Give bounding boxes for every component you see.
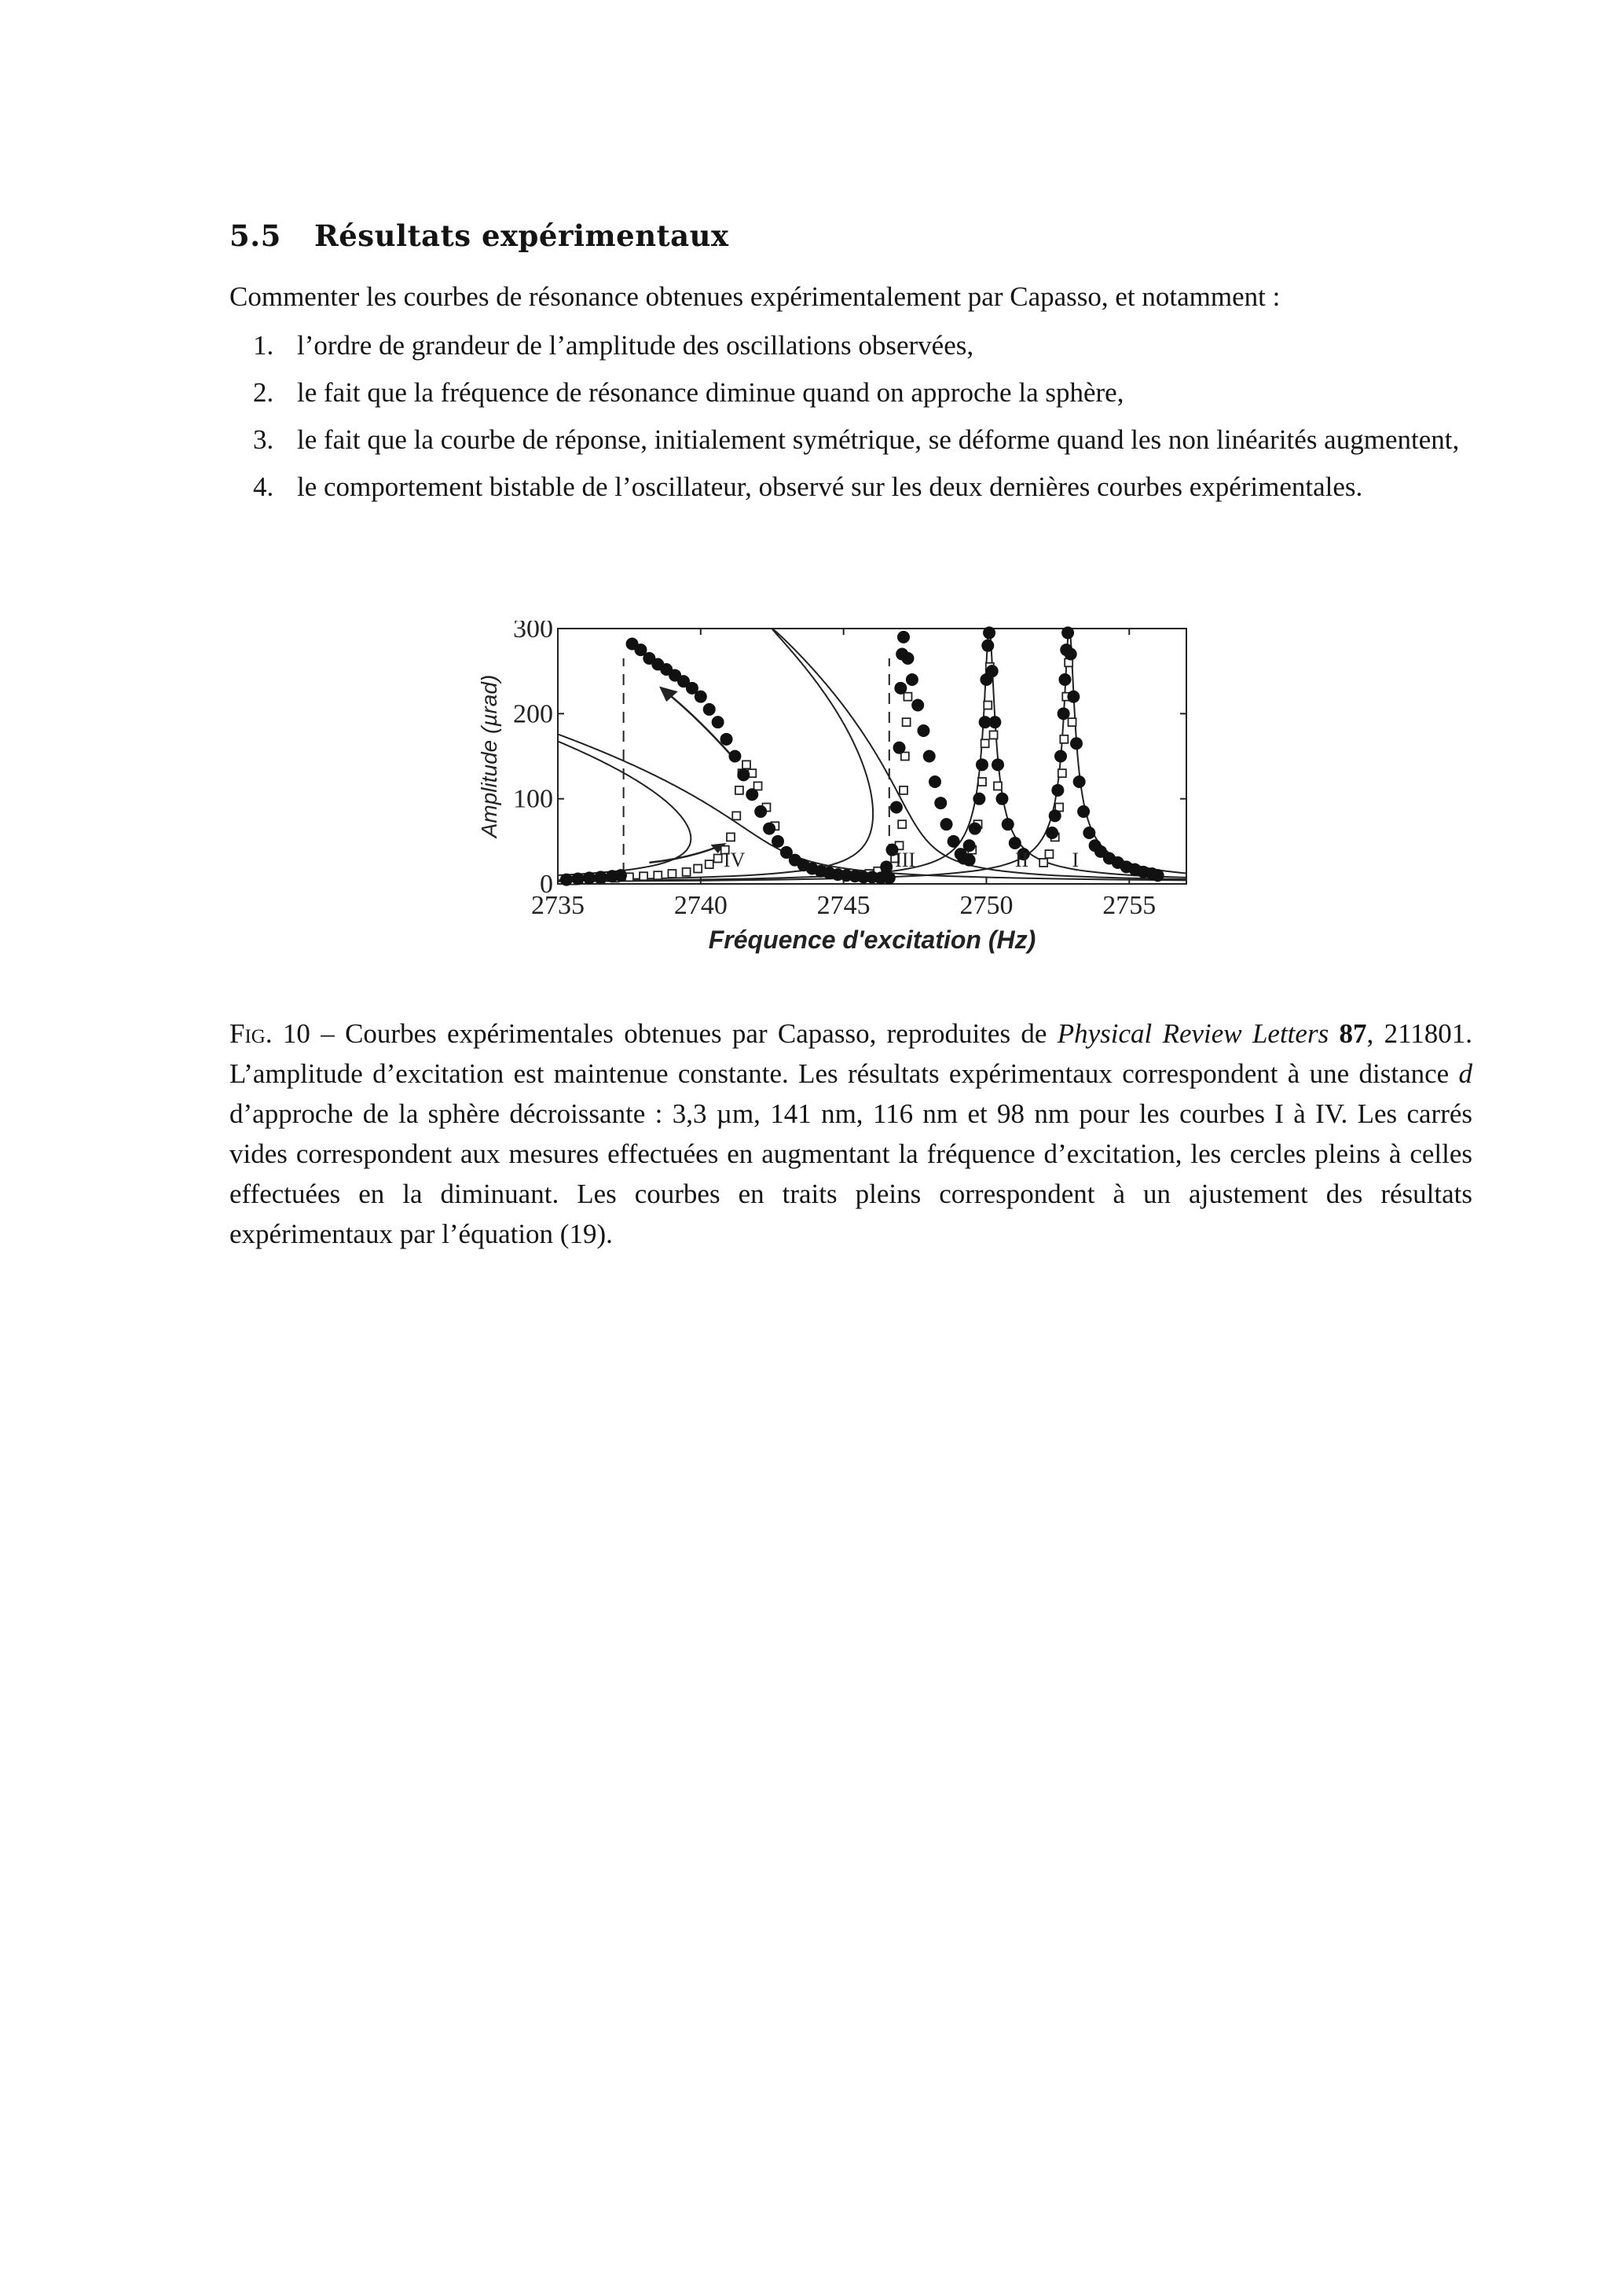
data-point-circle	[983, 626, 995, 639]
data-point-square	[904, 693, 911, 701]
list-item-text: le comportement bistable de l’oscillateur, observé sur les deux dernières courbes expérimentales.	[297, 471, 1363, 502]
data-point-circle	[1152, 869, 1164, 882]
data-point-square	[714, 855, 722, 863]
caption-var: d	[1458, 1058, 1472, 1089]
x-tick-label: 2740	[673, 891, 728, 920]
data-point-square	[668, 870, 676, 878]
list-item-text: l’ordre de grandeur de l’amplitude des oscillations observées,	[297, 330, 974, 361]
data-point-circle	[897, 631, 910, 643]
data-point-circle	[973, 793, 985, 805]
data-point-square	[981, 739, 989, 747]
y-axis-label: Amplitude (µrad)	[477, 674, 501, 838]
caption-part1: Courbes expérimentales obtenues par Capasso, reproduites de	[345, 1018, 1058, 1049]
data-point-square	[732, 812, 740, 819]
resonance-chart	[464, 621, 1210, 982]
data-point-circle	[901, 652, 914, 665]
data-point-circle	[995, 793, 1008, 805]
list-item-text: le fait que la fréquence de résonance diminue quand on approche la sphère,	[297, 377, 1124, 408]
data-point-circle	[1046, 827, 1058, 839]
data-point-square	[990, 731, 998, 739]
data-point-circle	[906, 673, 918, 686]
caption-volume: 87	[1339, 1018, 1367, 1049]
data-point-circle	[1061, 626, 1074, 639]
list-item	[229, 467, 1479, 507]
section-number: 5.5	[229, 218, 281, 253]
data-point-circle	[1073, 775, 1086, 788]
data-point-circle	[1058, 707, 1070, 720]
data-point-circle	[1070, 737, 1083, 750]
list-item-text: le fait que la courbe de réponse, initialement symétrique, se déforme quand les non linéarités augmentent,	[297, 424, 1460, 455]
x-axis-label: Fréquence d'excitation (Hz)	[708, 926, 1036, 954]
data-point-circle	[737, 768, 750, 781]
data-point-circle	[986, 665, 999, 677]
y-tick-label: 300	[513, 621, 553, 643]
data-point-circle	[894, 682, 907, 695]
data-point-circle	[1058, 673, 1071, 686]
data-point-circle	[754, 805, 767, 818]
caption-journal: Physical Review Letters	[1057, 1018, 1329, 1049]
caption-part3: d’approche de la sphère décroissante : 3,3 µm, 141 nm, 116 nm et 98 nm pour les courbes I à IV. Les carrés vides correspondent aux mesures effectuées en augmentant la fréquence d’excitation, les cercles pleins à celles effectuées en la diminuant. Les courbes en traits pleins correspondent à un ajustement des résultats expérimentaux par l’équation (19).	[229, 1098, 1472, 1249]
x-tick-label: 2755	[1102, 891, 1157, 920]
data-point-circle	[992, 758, 1004, 771]
data-point-circle	[763, 823, 775, 835]
data-point-circle	[720, 733, 733, 746]
list-item-number: 4.	[253, 471, 274, 502]
data-point-square	[754, 782, 762, 790]
data-point-circle	[893, 742, 906, 754]
data-point-square	[1039, 859, 1047, 867]
x-tick-label: 2745	[816, 891, 871, 920]
curve-label: I	[1072, 849, 1080, 871]
data-point-circle	[1054, 750, 1067, 763]
data-point-circle	[981, 640, 994, 652]
data-point-circle	[583, 871, 596, 884]
data-point-circle	[963, 854, 976, 867]
data-point-square	[1069, 718, 1076, 726]
curve-label: III	[895, 849, 916, 871]
figure-caption	[229, 1014, 1472, 1254]
question-list	[229, 325, 1479, 514]
caption-sep: –	[310, 1018, 346, 1049]
data-point-square	[898, 820, 906, 828]
section-heading	[229, 218, 729, 253]
list-item-number: 3.	[253, 424, 274, 455]
data-point-square	[742, 761, 750, 768]
data-point-square	[1060, 735, 1068, 743]
resonance-figure	[464, 621, 1210, 982]
data-point-circle	[988, 716, 1001, 728]
data-point-circle	[695, 691, 707, 703]
section-title: Résultats expérimentaux	[314, 218, 729, 253]
list-item-number: 1.	[253, 330, 274, 361]
curve-label: IV	[723, 849, 746, 871]
data-point-circle	[595, 871, 607, 883]
data-point-circle	[746, 788, 758, 801]
data-point-square	[694, 865, 702, 873]
list-item	[229, 420, 1479, 460]
data-point-circle	[1051, 784, 1064, 797]
list-item	[229, 372, 1479, 412]
data-point-square	[683, 868, 691, 876]
data-point-square	[978, 778, 986, 786]
list-item	[229, 325, 1479, 365]
data-point-square	[984, 702, 992, 709]
data-point-circle	[890, 801, 903, 814]
data-point-circle	[940, 818, 953, 830]
data-point-square	[1045, 850, 1053, 858]
data-point-circle	[934, 797, 947, 809]
data-point-circle	[976, 758, 988, 771]
list-item-number: 2.	[253, 377, 274, 408]
x-tick-label: 2750	[959, 891, 1014, 920]
data-point-square	[901, 753, 909, 761]
data-point-square	[654, 871, 662, 879]
caption-label: Fig. 10	[229, 1018, 310, 1049]
data-point-circle	[1065, 648, 1077, 661]
data-point-circle	[614, 869, 627, 882]
data-point-circle	[880, 860, 893, 873]
data-point-circle	[923, 750, 936, 763]
data-point-circle	[948, 835, 960, 848]
caption-part2: , 211801. L’amplitude d’excitation est maintenue constante. Les résultats expérimentaux correspondent à une distance	[229, 1018, 1473, 1089]
intro-paragraph: Commenter les courbes de résonance obtenues expérimentalement par Capasso, et notamment :	[229, 281, 1281, 312]
data-point-circle	[917, 724, 929, 737]
data-point-circle	[1077, 805, 1090, 818]
data-point-square	[706, 860, 713, 868]
data-point-square	[727, 833, 735, 841]
data-point-square	[900, 786, 907, 794]
data-point-circle	[703, 703, 716, 716]
data-point-circle	[728, 750, 741, 763]
y-tick-label: 0	[540, 870, 553, 899]
data-point-circle	[1009, 837, 1021, 849]
data-point-square	[994, 782, 1002, 790]
y-tick-label: 200	[513, 699, 553, 729]
data-point-circle	[712, 716, 724, 728]
data-point-square	[735, 786, 743, 794]
data-point-circle	[911, 699, 924, 712]
data-point-square	[903, 718, 911, 726]
data-point-circle	[1083, 827, 1095, 839]
data-point-square	[640, 872, 647, 880]
data-point-circle	[1049, 809, 1061, 822]
data-point-circle	[1067, 691, 1080, 703]
data-point-circle	[883, 871, 896, 884]
data-point-square	[1058, 769, 1066, 777]
data-point-circle	[560, 874, 573, 886]
data-point-circle	[929, 775, 941, 788]
x-tick-label: 2735	[531, 891, 585, 920]
data-point-circle	[969, 823, 981, 835]
data-point-circle	[1002, 818, 1014, 830]
data-point-circle	[772, 835, 784, 848]
y-tick-label: 100	[513, 784, 553, 814]
data-point-circle	[571, 873, 584, 885]
curve-label: II	[1014, 849, 1029, 871]
